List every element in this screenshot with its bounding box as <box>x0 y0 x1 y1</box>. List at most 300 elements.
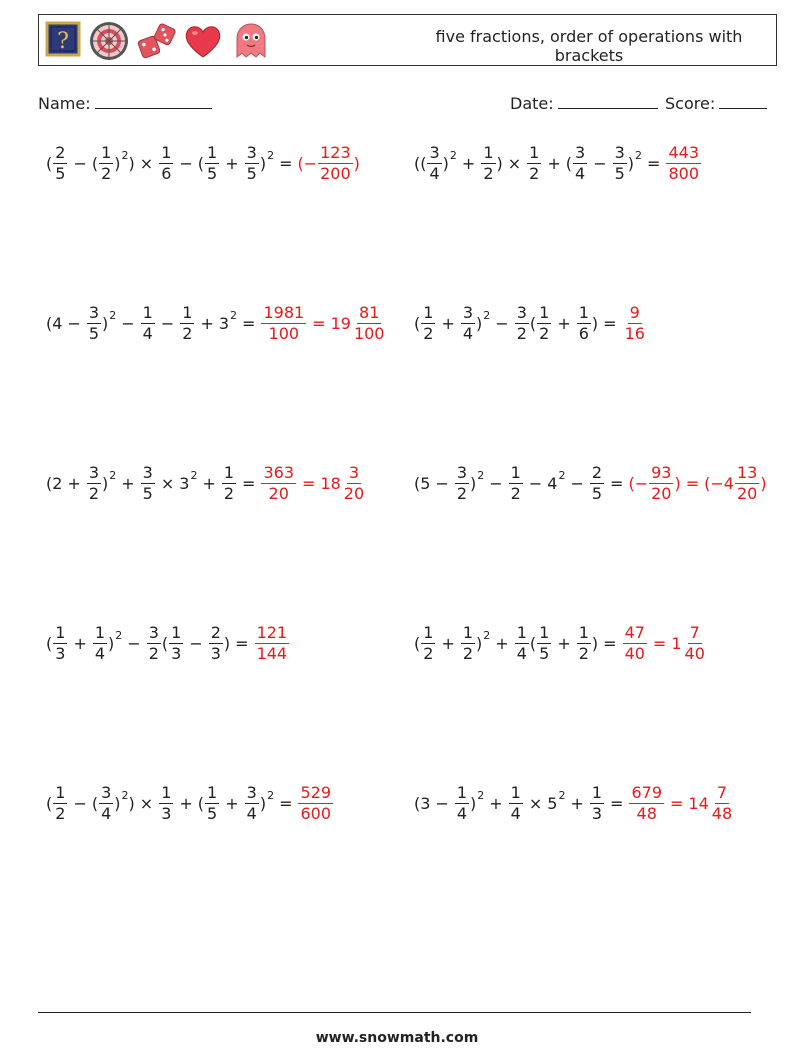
fraction-numerator: 1 <box>539 623 550 642</box>
fraction-denominator: 144 <box>256 644 288 663</box>
fraction-denominator: 2 <box>423 644 434 663</box>
fraction <box>515 305 529 342</box>
math-text: ( <box>414 633 421 653</box>
math-text: ) <box>108 633 115 653</box>
exponent: 2 <box>558 469 566 482</box>
operator: + <box>200 313 214 333</box>
math-text: ( <box>197 793 205 813</box>
fraction-denominator: 2 <box>510 484 521 503</box>
fraction-denominator: 4 <box>246 804 257 823</box>
fraction <box>527 145 541 182</box>
fraction <box>245 785 259 822</box>
ghost-icon <box>231 21 271 61</box>
math-text: ) <box>470 473 477 493</box>
footer-divider <box>38 1012 751 1013</box>
math-text: 4 <box>547 473 558 493</box>
fraction <box>590 465 604 502</box>
fraction <box>573 145 587 182</box>
fraction-denominator: 4 <box>575 164 586 183</box>
fraction-denominator: 5 <box>207 164 218 183</box>
fraction <box>298 785 333 822</box>
fraction <box>421 625 435 662</box>
fraction-numerator: 3 <box>348 463 360 482</box>
score-blank[interactable] <box>719 93 767 109</box>
operator: − <box>189 633 203 653</box>
fraction <box>261 305 306 342</box>
fraction-denominator: 200 <box>320 164 351 183</box>
fraction <box>141 465 155 502</box>
fraction-numerator: 1 <box>94 623 106 642</box>
fraction <box>613 145 627 182</box>
math-text: ) <box>102 313 109 333</box>
website-footer: www.snowmath.com <box>315 1030 479 1046</box>
math-text: (−4 <box>704 473 734 493</box>
operator: = <box>235 633 249 653</box>
math-text: ( <box>46 153 53 173</box>
fraction-denominator: 20 <box>343 484 365 503</box>
operator: = <box>603 313 617 333</box>
score-label: Score: <box>665 94 716 113</box>
fraction-denominator: 4 <box>510 804 521 823</box>
math-text: 3 <box>218 313 230 333</box>
operator: × <box>160 473 175 493</box>
exponent: 2 <box>477 469 485 482</box>
fraction <box>683 625 707 662</box>
fraction-numerator: 1 <box>161 143 172 162</box>
math-text: ( <box>91 793 99 813</box>
fraction-denominator: 2 <box>539 324 550 343</box>
problem-expression <box>46 305 387 342</box>
operator: + <box>202 473 216 493</box>
problem-expression <box>46 465 367 502</box>
fraction-numerator: 3 <box>462 303 474 322</box>
fraction-numerator: 1 <box>171 623 182 642</box>
fraction-numerator: 2 <box>591 463 603 482</box>
operator: + <box>121 473 135 493</box>
operator: = <box>685 473 700 493</box>
fraction-numerator: 121 <box>256 623 288 642</box>
operator: + <box>547 153 561 173</box>
fraction-denominator: 100 <box>353 324 385 343</box>
math-problem <box>414 465 767 525</box>
math-text: ) <box>128 793 135 813</box>
math-text: ) <box>627 153 635 173</box>
fraction <box>159 145 173 182</box>
fraction-numerator: 93 <box>651 463 672 482</box>
fraction-denominator: 3 <box>591 804 603 823</box>
math-text: ) <box>476 313 483 333</box>
fraction <box>245 145 259 182</box>
operator: + <box>73 633 87 653</box>
math-text: ( <box>46 633 53 653</box>
operator: + <box>441 633 455 653</box>
fraction-denominator: 6 <box>161 164 172 183</box>
operator: + <box>67 473 81 493</box>
math-text: ( <box>414 313 421 333</box>
heart-icon <box>183 21 223 61</box>
fraction-numerator: 1 <box>510 783 521 802</box>
math-problem <box>414 305 648 365</box>
fraction-denominator: 4 <box>462 324 474 343</box>
math-text: ( <box>529 313 537 333</box>
fraction-denominator: 2 <box>462 644 474 663</box>
fraction <box>537 305 551 342</box>
exponent: 2 <box>109 469 117 482</box>
fraction-denominator: 2 <box>148 644 159 663</box>
math-text: ) <box>114 793 121 813</box>
fraction-denominator: 4 <box>429 164 440 183</box>
fraction-numerator: 1 <box>182 303 193 322</box>
fraction-denominator: 2 <box>456 484 468 503</box>
score-field <box>665 93 767 113</box>
fraction-numerator: 1 <box>223 463 235 482</box>
fraction <box>342 465 366 502</box>
fraction-numerator: 123 <box>320 143 351 162</box>
exponent: 2 <box>267 789 275 802</box>
math-text: (− <box>297 153 318 173</box>
math-text: (− <box>628 473 649 493</box>
fraction <box>623 305 647 342</box>
operator: − <box>73 793 87 813</box>
fraction-denominator: 2 <box>423 324 434 343</box>
math-text: ( <box>46 793 53 813</box>
math-text: 18 <box>320 473 341 493</box>
exponent: 2 <box>109 309 117 322</box>
fraction <box>577 625 591 662</box>
fraction-denominator: 600 <box>300 804 332 823</box>
operator: = <box>242 313 256 333</box>
answer <box>628 465 766 502</box>
math-text: ) <box>674 473 681 493</box>
fraction-numerator: 1981 <box>263 303 305 322</box>
math-text: 1 <box>671 633 682 653</box>
math-text: ) <box>476 633 483 653</box>
answer <box>254 625 291 662</box>
fraction <box>509 465 523 502</box>
math-text: ) <box>259 793 267 813</box>
fraction-denominator: 40 <box>624 644 645 663</box>
problem-expression <box>414 145 702 182</box>
math-text: ) <box>102 473 109 493</box>
fraction-denominator: 3 <box>55 644 66 663</box>
fraction <box>53 625 67 662</box>
fraction <box>261 465 296 502</box>
fraction <box>169 625 183 662</box>
math-text: ) <box>496 153 503 173</box>
fraction-numerator: 3 <box>614 143 625 162</box>
math-text: ) <box>760 473 767 493</box>
fraction-numerator: 3 <box>246 143 257 162</box>
operator: = <box>312 313 326 333</box>
fraction-denominator: 2 <box>529 164 540 183</box>
math-text: ) <box>591 633 599 653</box>
fraction <box>53 145 67 182</box>
operator: × <box>507 153 522 173</box>
operator: + <box>570 793 584 813</box>
fraction-denominator: 2 <box>516 324 527 343</box>
operator: = <box>603 633 617 653</box>
operator: = <box>670 793 684 813</box>
fraction-numerator: 679 <box>631 783 662 802</box>
fraction-denominator: 2 <box>223 484 235 503</box>
fraction <box>205 785 219 822</box>
math-text: ) <box>591 313 599 333</box>
math-text: ( <box>161 633 169 653</box>
worksheet-title: five fractions, order of operations with brackets <box>435 27 743 65</box>
problem-expression <box>414 785 735 822</box>
operator: − <box>489 473 503 493</box>
fraction-denominator: 2 <box>55 804 66 823</box>
fraction-denominator: 40 <box>684 644 705 663</box>
math-text: ) <box>114 153 121 173</box>
operator: − <box>495 313 509 333</box>
fraction <box>515 625 529 662</box>
fraction-denominator: 48 <box>711 804 733 823</box>
math-problem <box>46 625 290 685</box>
exponent: 2 <box>267 149 275 162</box>
answer <box>665 145 702 182</box>
exponent: 2 <box>121 789 129 802</box>
fraction-numerator: 1 <box>55 623 66 642</box>
operator: − <box>593 153 607 173</box>
fraction-numerator: 3 <box>429 143 440 162</box>
fraction <box>455 785 469 822</box>
fraction-numerator: 3 <box>575 143 586 162</box>
fraction <box>53 785 67 822</box>
fraction-denominator: 2 <box>578 644 589 663</box>
fraction-denominator: 3 <box>171 644 182 663</box>
fraction-numerator: 1 <box>207 783 218 802</box>
fraction <box>710 785 734 822</box>
fraction-numerator: 13 <box>736 463 758 482</box>
math-text: ) <box>223 633 231 653</box>
operator: + <box>179 793 193 813</box>
operator: + <box>441 313 455 333</box>
fraction-denominator: 2 <box>88 484 100 503</box>
fraction-numerator: 7 <box>689 623 700 642</box>
operator: × <box>139 793 154 813</box>
fraction-denominator: 100 <box>268 324 300 343</box>
fraction-denominator: 5 <box>539 644 550 663</box>
math-text: 3 <box>179 473 190 493</box>
operator: = <box>279 153 293 173</box>
math-text: (( <box>414 153 427 173</box>
operator: − <box>67 313 81 333</box>
fraction-denominator: 4 <box>516 644 527 663</box>
exponent: 2 <box>115 629 123 642</box>
fraction-numerator: 1 <box>462 623 474 642</box>
answer <box>260 465 367 502</box>
fraction <box>666 145 701 182</box>
math-problem <box>46 145 360 205</box>
problem-expression <box>46 785 334 822</box>
fraction-denominator: 20 <box>651 484 672 503</box>
fraction <box>421 305 435 342</box>
fraction <box>629 785 664 822</box>
math-problem <box>414 145 702 205</box>
problem-expression <box>46 145 360 182</box>
fraction-numerator: 47 <box>624 623 645 642</box>
fraction <box>537 625 551 662</box>
question-icon <box>45 21 85 61</box>
fraction <box>255 625 290 662</box>
operator: = <box>279 793 293 813</box>
math-text: ) <box>259 153 267 173</box>
fraction-numerator: 1 <box>510 463 521 482</box>
fraction-denominator: 6 <box>578 324 589 343</box>
fraction <box>93 625 107 662</box>
fraction-denominator: 800 <box>668 164 699 183</box>
problem-expression <box>414 465 767 502</box>
operator: − <box>160 313 175 333</box>
fraction <box>205 145 219 182</box>
fraction <box>623 625 647 662</box>
date-label: Date: <box>510 94 554 113</box>
operator: − <box>179 153 193 173</box>
fraction <box>461 625 475 662</box>
math-text: ) <box>470 793 477 813</box>
fraction-numerator: 2 <box>55 143 66 162</box>
operator: = <box>302 473 316 493</box>
fraction-numerator: 1 <box>101 143 112 162</box>
fraction-numerator: 3 <box>88 303 100 322</box>
fraction-numerator: 3 <box>142 463 153 482</box>
fraction <box>509 785 523 822</box>
fraction <box>141 305 155 342</box>
fraction-numerator: 1 <box>456 783 468 802</box>
operator: − <box>435 793 449 813</box>
operator: + <box>557 313 571 333</box>
dartboard-icon <box>89 21 129 61</box>
math-text: ( <box>197 153 205 173</box>
math-text: (4 <box>46 313 63 333</box>
fraction <box>147 625 161 662</box>
math-problem <box>46 305 387 365</box>
fraction-numerator: 1 <box>529 143 540 162</box>
fraction-numerator: 81 <box>359 303 380 322</box>
operator: = <box>610 793 624 813</box>
fraction-numerator: 3 <box>456 463 468 482</box>
fraction-denominator: 20 <box>736 484 758 503</box>
fraction-denominator: 5 <box>207 804 218 823</box>
math-problem <box>414 625 708 685</box>
fraction-denominator: 4 <box>101 804 112 823</box>
fraction-denominator: 5 <box>246 164 257 183</box>
operator: + <box>489 793 503 813</box>
fraction-numerator: 1 <box>423 623 434 642</box>
problem-expression <box>414 625 708 662</box>
date-blank[interactable] <box>558 93 658 109</box>
operator: + <box>461 153 476 173</box>
math-text: 14 <box>688 793 709 813</box>
date-field <box>510 93 658 113</box>
operator: = <box>647 153 661 173</box>
math-text: ) <box>353 153 360 173</box>
fraction-numerator: 1 <box>207 143 218 162</box>
operator: − <box>121 313 135 333</box>
fraction-numerator: 3 <box>516 303 527 322</box>
fraction <box>577 305 591 342</box>
operator: − <box>435 473 449 493</box>
fraction-numerator: 1 <box>161 783 172 802</box>
answer <box>622 305 648 342</box>
operator: = <box>652 633 667 653</box>
fraction-denominator: 2 <box>101 164 112 183</box>
operator: + <box>495 633 509 653</box>
fraction-denominator: 20 <box>268 484 289 503</box>
fraction <box>209 625 223 662</box>
dice-icon <box>137 21 177 61</box>
math-text: ( <box>565 153 573 173</box>
exponent: 2 <box>190 469 198 482</box>
math-text: (5 <box>414 473 431 493</box>
fraction-numerator: 363 <box>263 463 294 482</box>
fraction-numerator: 443 <box>668 143 699 162</box>
fraction-denominator: 2 <box>483 164 494 183</box>
fraction-denominator: 16 <box>624 324 645 343</box>
name-field <box>38 93 212 113</box>
fraction-denominator: 3 <box>161 804 172 823</box>
fraction-numerator: 1 <box>55 783 66 802</box>
answer <box>628 785 735 822</box>
name-blank[interactable] <box>95 93 212 109</box>
fraction-numerator: 1 <box>142 303 153 322</box>
fraction-denominator: 2 <box>182 324 193 343</box>
operator: = <box>610 473 624 493</box>
fraction <box>649 465 673 502</box>
operator: = <box>242 473 256 493</box>
answer <box>297 785 334 822</box>
math-problem <box>46 785 334 845</box>
fraction-numerator: 7 <box>716 783 728 802</box>
operator: − <box>570 473 584 493</box>
math-problem <box>414 785 735 845</box>
math-text: (2 <box>46 473 63 493</box>
worksheet-header <box>38 14 777 66</box>
fraction-denominator: 3 <box>210 644 221 663</box>
fraction <box>427 145 441 182</box>
math-text: (3 <box>414 793 431 813</box>
problem-expression <box>414 305 648 342</box>
exponent: 2 <box>449 149 457 162</box>
math-text: ( <box>91 153 99 173</box>
fraction-denominator: 5 <box>55 164 66 183</box>
exponent: 2 <box>635 149 643 162</box>
fraction <box>461 305 475 342</box>
fraction-numerator: 1 <box>423 303 434 322</box>
answer <box>260 305 387 342</box>
fraction <box>99 785 113 822</box>
fraction-numerator: 1 <box>516 623 527 642</box>
answer <box>622 625 708 662</box>
fraction-numerator: 3 <box>148 623 159 642</box>
math-text: 5 <box>547 793 558 813</box>
exponent: 2 <box>558 789 566 802</box>
operator: × <box>528 793 543 813</box>
exponent: 2 <box>230 309 238 322</box>
fraction <box>735 465 759 502</box>
fraction-numerator: 1 <box>578 303 589 322</box>
fraction-numerator: 1 <box>591 783 603 802</box>
math-text: 19 <box>330 313 351 333</box>
fraction-denominator: 48 <box>636 804 657 823</box>
fraction <box>455 465 469 502</box>
fraction <box>180 305 194 342</box>
math-problem <box>46 465 367 525</box>
fraction <box>159 785 173 822</box>
fraction-denominator: 4 <box>94 644 106 663</box>
fraction <box>87 465 101 502</box>
